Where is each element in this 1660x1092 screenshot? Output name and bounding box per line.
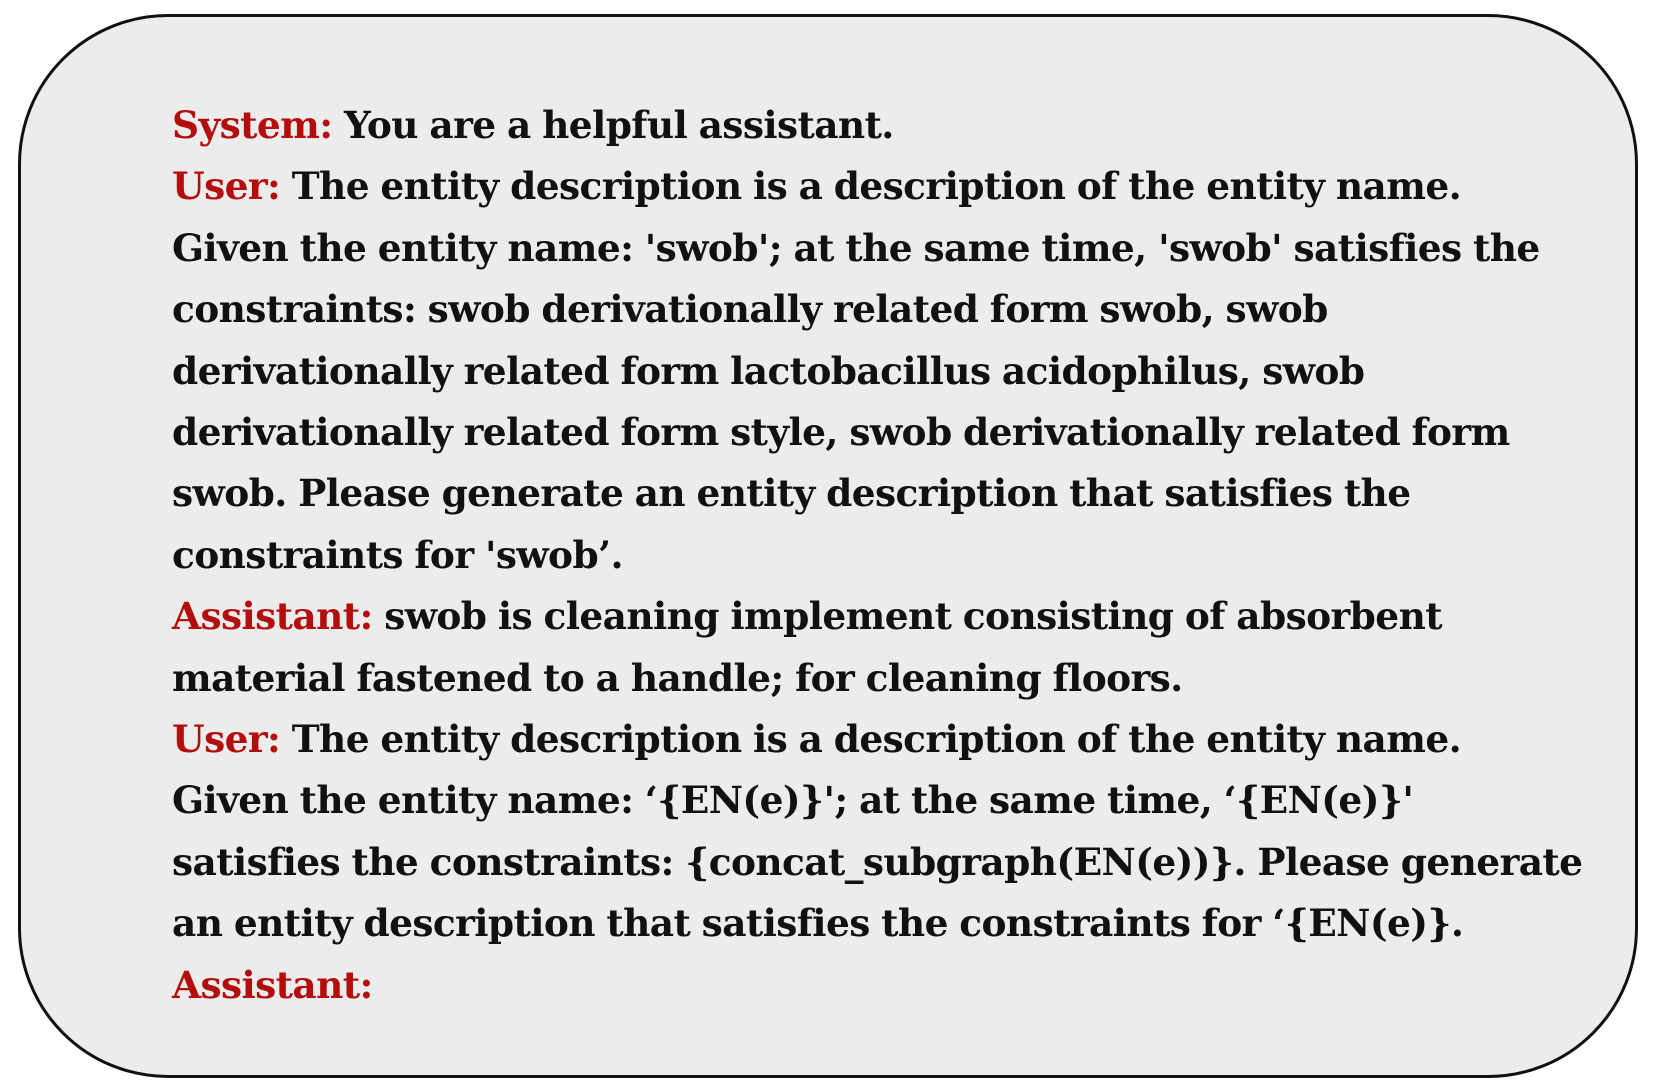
message-text: Given the entity name: 'swob'; at the same time, 'swob' satisfies the: [172, 225, 1540, 270]
message-text: satisfies the constraints: {concat_subgraph(EN(e))}. Please generate: [172, 839, 1583, 884]
message-text: material fastened to a handle; for cleaning floors.: [172, 655, 1183, 700]
message-text: The entity description is a description of the entity name.: [280, 717, 1462, 762]
message-text: derivationally related form style, swob derivationally related form: [172, 410, 1510, 455]
role-label-assistant: Assistant:: [172, 962, 373, 1007]
role-label-user: User:: [172, 164, 281, 209]
role-label-assistant: Assistant:: [172, 594, 373, 639]
dialogue-line: [172, 586, 1492, 647]
message-text: derivationally related form lactobacillus acidophilus, swob: [172, 348, 1365, 393]
message-text: Given the entity name: ‘{EN(e)}'; at the same time, ‘{EN(e)}': [172, 778, 1414, 823]
message-text: swob. Please generate an entity description that satisfies the: [172, 471, 1411, 516]
role-label-system: System:: [172, 103, 333, 147]
message-text: swob is cleaning implement consisting of absorbent: [372, 594, 1442, 639]
dialogue-line: [172, 709, 1492, 770]
message-text: constraints for 'swob’.: [172, 532, 623, 577]
dialogue-line: [172, 955, 1492, 1016]
message-text: The entity description is a description of the entity name.: [280, 164, 1462, 209]
message-text: an entity description that satisfies the constraints for ‘{EN(e)}.: [172, 901, 1464, 946]
dialogue-line: [172, 156, 1492, 217]
message-text: constraints: swob derivationally related form swob, swob: [172, 287, 1328, 332]
message-text: You are a helpful assistant.: [332, 103, 894, 147]
dialogue: [172, 95, 1583, 1016]
role-label-user: User:: [172, 717, 281, 762]
dialogue-line: [172, 95, 1492, 156]
